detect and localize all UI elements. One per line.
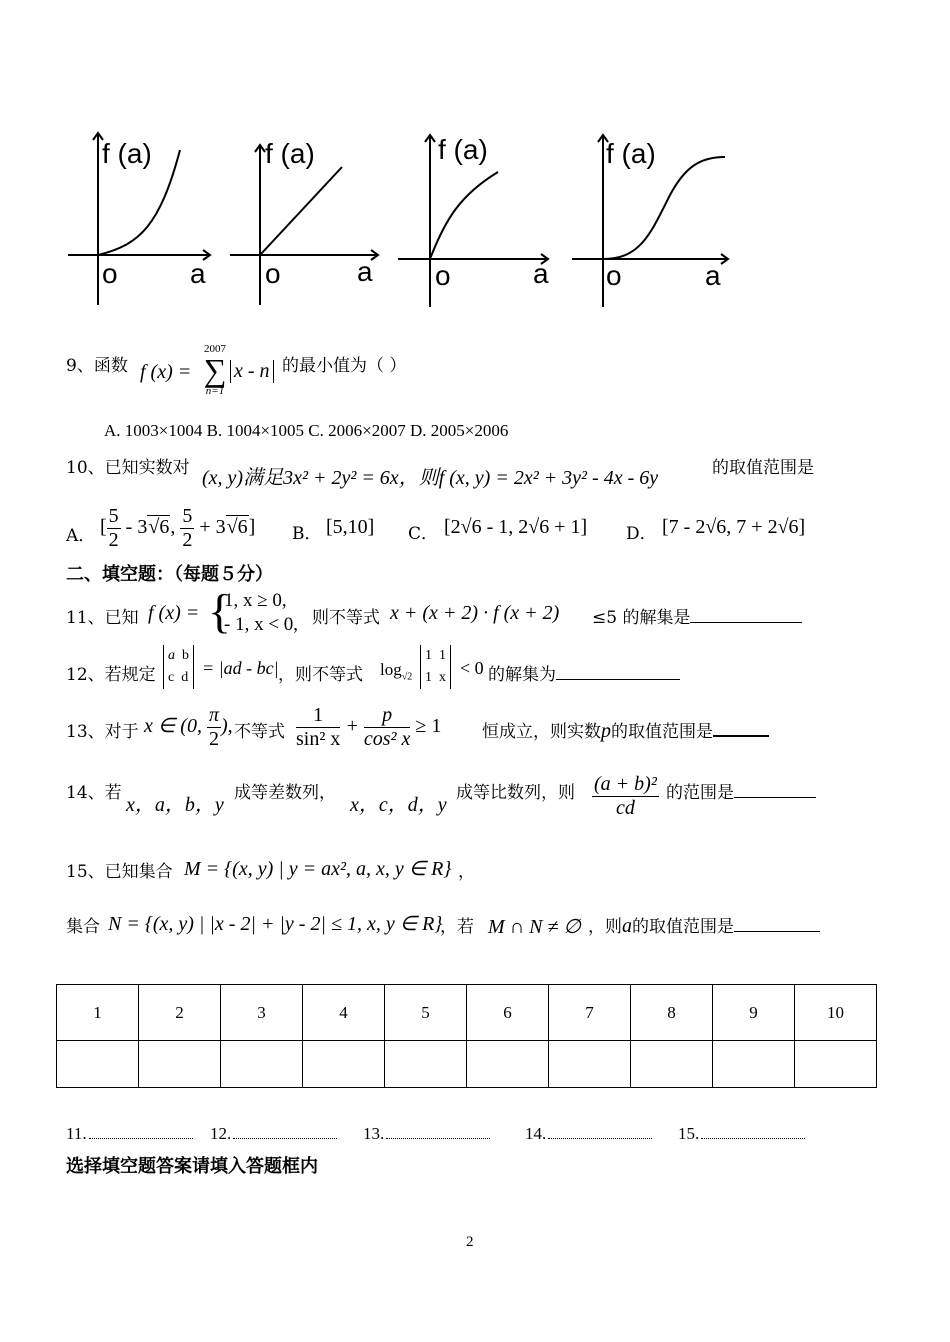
- q12-mid: ，则不等式: [278, 665, 363, 685]
- q14-frac-den: cd: [615, 797, 635, 819]
- q9-sum-top: 2007: [204, 343, 226, 355]
- q11-brace: {: [208, 585, 232, 638]
- q13-frac1-den: sin² x: [296, 728, 341, 750]
- q9-abs: x - n: [230, 360, 274, 383]
- q13-ineq: ≥ 1: [415, 715, 442, 738]
- q13-frac1-num: 1: [296, 704, 340, 728]
- q12-definition: = |ad - bc|: [202, 658, 279, 678]
- answer-header: 7: [549, 985, 631, 1041]
- q14-frac-num: (a + b)²: [594, 773, 657, 795]
- q11-tail: [592, 603, 802, 628]
- q11-case-1: 1, x ≥ 0,: [224, 590, 287, 611]
- graph-3-origin-label: o: [435, 260, 451, 291]
- answer-header: 4: [303, 985, 385, 1041]
- answer-cell[interactable]: [139, 1041, 221, 1088]
- q11-mid: 则不等式: [312, 608, 380, 628]
- fill-blank-11[interactable]: 11.: [66, 1124, 193, 1144]
- q14-tail-text: 的范围是: [666, 783, 734, 803]
- q13-tail: [482, 717, 769, 743]
- q13-number: 13、对于: [66, 722, 139, 742]
- q12-m1-d: d: [181, 670, 189, 685]
- q15-label-n: 集合: [66, 917, 100, 937]
- q13-var: p: [601, 720, 611, 742]
- q12-matrix-1: [163, 645, 194, 689]
- answer-cell[interactable]: [303, 1041, 385, 1088]
- answer-cell[interactable]: [713, 1041, 795, 1088]
- q10-option-a-label: A．: [66, 526, 96, 546]
- q11-case-2: - 1, x < 0,: [224, 614, 299, 635]
- answer-cell[interactable]: [221, 1041, 303, 1088]
- q12-tail-text: 的解集为: [488, 665, 556, 685]
- q11-function: f (x) =: [148, 602, 200, 624]
- q11-blank[interactable]: [690, 622, 802, 623]
- section2-title: 二、填空题：（每题５分）: [66, 564, 273, 585]
- answer-cell[interactable]: [57, 1041, 139, 1088]
- answer-cell[interactable]: [385, 1041, 467, 1088]
- q15-condition: M ∩ N ≠ ∅: [488, 916, 581, 938]
- q15-comma: ，: [458, 862, 475, 882]
- q13-tail1: 恒成立，则实数: [482, 722, 601, 742]
- fill-blank-13[interactable]: 13.: [363, 1124, 490, 1144]
- q15-blank[interactable]: [734, 931, 820, 932]
- graph-1-x-label: a: [190, 258, 206, 289]
- q15-tail1: ，则: [588, 917, 622, 937]
- q9-tail: 的最小值为（ ）: [282, 356, 407, 376]
- q14-tail: [666, 778, 816, 803]
- answer-cell[interactable]: [549, 1041, 631, 1088]
- q12-log-text: log: [380, 660, 402, 679]
- q10-option-a: [ $\frac{5}{2}$ - 3√6, $\frac{5}{2}$ + 3√6]: [100, 505, 256, 551]
- q12-m1-a: a: [168, 648, 175, 663]
- q15-var: a: [622, 915, 632, 937]
- q12-matrix-2: [420, 645, 451, 689]
- answer-header: 3: [221, 985, 303, 1041]
- q15-number: 15、已知集合: [66, 862, 173, 882]
- answer-header: 1: [57, 985, 139, 1041]
- q15-mid: ，若: [440, 917, 474, 937]
- q12-log: [380, 660, 412, 682]
- q14-seq-2: x，c，d，y: [350, 794, 447, 816]
- q12-log-base: √2: [401, 671, 413, 683]
- graph-4-y-label: f (a): [606, 138, 656, 169]
- q13-cond-start: x ∈ (0,: [144, 715, 202, 738]
- graph-4-origin-label: o: [606, 260, 622, 291]
- q12-m1-b: b: [182, 648, 189, 663]
- graph-3-x-label: a: [533, 258, 549, 289]
- answer-header: 8: [631, 985, 713, 1041]
- q12-m2-b: 1: [439, 648, 446, 663]
- graph-3-y-label: f (a): [438, 134, 488, 165]
- answer-table: [56, 984, 877, 1088]
- answer-header: 6: [467, 985, 549, 1041]
- q9-function: f (x) =: [140, 361, 192, 383]
- q9-options: A. 1003×1004 B. 1004×1005 C. 2006×2007 D. 2005×2006: [104, 421, 509, 440]
- q10-option-d-label: D．: [626, 524, 657, 544]
- q14-fraction: [592, 773, 659, 820]
- q12-m2-c: 1: [425, 670, 432, 685]
- q13-tail2: 的取值范围是: [611, 722, 713, 742]
- q10-number: 10、已知实数对: [66, 458, 190, 478]
- q15-set-m: M = {(x, y) | y = ax², a, x, y ∈ R}: [184, 858, 452, 880]
- q13-mid: 不等式: [234, 722, 285, 742]
- answer-cell[interactable]: [631, 1041, 713, 1088]
- fill-blank-14[interactable]: 14.: [525, 1124, 652, 1144]
- q10-tail: 的取值范围是: [712, 458, 814, 478]
- q14-blank[interactable]: [734, 797, 816, 798]
- answer-table-header-row: [57, 985, 877, 1041]
- q14-seq-1: x，a，b，y: [126, 794, 224, 816]
- q11-number: 11、已知: [66, 608, 139, 628]
- q10-option-b-label: B．: [292, 524, 322, 544]
- answer-header: 10: [795, 985, 877, 1041]
- q14-mid-1: 成等差数列，: [234, 783, 336, 803]
- q13-condition: [144, 704, 233, 751]
- q12-number: 12、若规定: [66, 665, 156, 685]
- q14-mid-2: 成等比数列，则: [456, 783, 575, 803]
- q12-inequality: < 0: [460, 658, 484, 678]
- q12-m1-c: c: [168, 670, 175, 685]
- graph-1-origin-label: o: [102, 258, 118, 289]
- graph-2-y-label: f (a): [265, 138, 315, 169]
- q10-expression: (x, y)满足3x² + 2y² = 6x，则f (x, y) = 2x² + 3y² - 4x - 6y: [202, 467, 659, 489]
- graph-2-origin-label: o: [265, 258, 281, 289]
- q13-pi: π: [208, 704, 219, 726]
- q13-inequality: $\frac{1}{\text{sin² x}}$ + $\frac{p}{\text{cos² x}}$ ≥ 1: [296, 704, 442, 750]
- q12-blank[interactable]: [556, 679, 680, 680]
- q13-blank[interactable]: [713, 735, 769, 737]
- page-number: 2: [466, 1234, 474, 1250]
- q9-number: 9、函数: [66, 356, 128, 376]
- instruction: 选择填空题答案请填入答题框内: [66, 1156, 318, 1177]
- fill-blank-12[interactable]: 12.: [210, 1124, 337, 1144]
- q15-tail: [588, 912, 820, 938]
- q15-tail2: 的取值范围是: [632, 917, 734, 937]
- q13-cond-end: ),: [221, 715, 233, 738]
- q10-option-d: [7 - 2√6, 7 + 2√6]: [662, 516, 806, 538]
- q10-option-c: [2√6 - 1, 2√6 + 1]: [444, 516, 588, 538]
- q13-two: 2: [208, 728, 219, 750]
- q11-tail-text: ≤5 的解集是: [592, 608, 691, 628]
- answer-table-input-row: [57, 1041, 877, 1088]
- q11-inequality: x + (x + 2) · f (x + 2): [390, 602, 560, 624]
- q9-sum-bottom: n=1: [205, 385, 225, 397]
- q12-tail: [488, 660, 680, 685]
- q13-frac2-num: p: [364, 704, 411, 728]
- q9-sum-symbol: 2007 ∑ n=1: [198, 344, 232, 397]
- graph-1-y-label: f (a): [102, 138, 152, 169]
- q10-option-b: [5,10]: [326, 516, 375, 538]
- q12-m2-a: 1: [425, 648, 432, 663]
- answer-header: 5: [385, 985, 467, 1041]
- answer-cell[interactable]: [467, 1041, 549, 1088]
- answer-cell[interactable]: [795, 1041, 877, 1088]
- q12-m2-d: x: [439, 670, 446, 685]
- answer-header: 9: [713, 985, 795, 1041]
- fill-blank-15[interactable]: 15.: [678, 1124, 805, 1144]
- q13-frac2-den: cos² x: [363, 728, 411, 750]
- q10-option-c-label: C．: [408, 524, 439, 544]
- graph-2-x-label: a: [357, 256, 373, 287]
- graph-4-x-label: a: [705, 260, 721, 291]
- answer-header: 2: [139, 985, 221, 1041]
- q15-set-n: N = {(x, y) | |x - 2| + |y - 2| ≤ 1, x, y ∈ R}: [108, 913, 443, 935]
- q14-number: 14、若: [66, 783, 122, 803]
